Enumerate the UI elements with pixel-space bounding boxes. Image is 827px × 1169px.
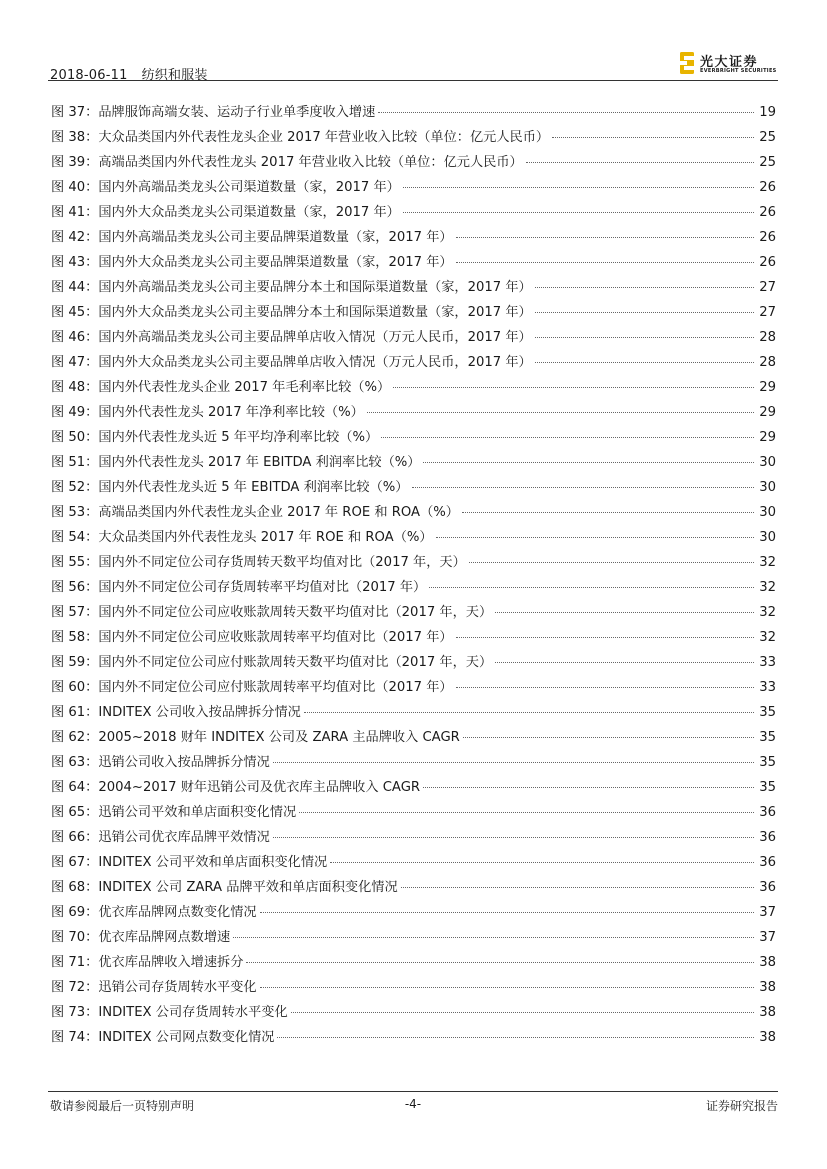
toc-entry[interactable] [51,876,776,901]
toc-leader-dots [273,837,754,838]
toc-entry[interactable] [51,201,776,226]
toc-entry[interactable] [51,551,776,576]
toc-entry[interactable] [51,526,776,551]
toc-entry-page: 30 [759,530,776,545]
toc-entry-page: 32 [759,580,776,595]
toc-entry-title: 图 59：国内外不同定位公司应付账款周转天数平均值对比（2017 年，天） [51,655,493,670]
toc-entry-page: 30 [759,505,776,520]
toc-entry-title: 图 37：品牌服饰高端女装、运动子行业单季度收入增速 [51,105,376,120]
toc-entry-page: 25 [759,130,776,145]
toc-entry-title: 图 66：迅销公司优衣库品牌平效情况 [51,830,270,845]
toc-leader-dots [423,787,754,788]
toc-entry-title: 图 67：INDITEX 公司平效和单店面积变化情况 [51,855,328,870]
toc-leader-dots [495,612,754,613]
toc-entry-title: 图 57：国内外不同定位公司应收账款周转天数平均值对比（2017 年，天） [51,605,493,620]
toc-leader-dots [469,562,754,563]
toc-entry-title: 图 72：迅销公司存货周转水平变化 [51,980,257,995]
toc-leader-dots [552,137,754,138]
toc-leader-dots [393,387,754,388]
toc-entry-page: 26 [759,255,776,270]
company-logo [680,52,778,78]
toc-leader-dots [260,987,754,988]
toc-entry-title: 图 47：国内外大众品类龙头公司主要品牌单店收入情况（万元人民币，2017 年） [51,355,532,370]
toc-entry-page: 36 [759,805,776,820]
toc-entry-title: 图 62：2005~2018 财年 INDITEX 公司及 ZARA 主品牌收入 CAGR [51,730,460,745]
toc-leader-dots [436,537,754,538]
toc-entry-page: 26 [759,205,776,220]
toc-entry-page: 38 [759,1030,776,1045]
toc-entry-page: 38 [759,1005,776,1020]
header-date: 2018-06-11 [50,68,128,83]
toc-leader-dots [330,862,754,863]
toc-entry-title: 图 52：国内外代表性龙头近 5 年 EBITDA 利润率比较（%） [51,480,409,495]
toc-leader-dots [260,912,754,913]
footer-disclaimer: 敬请参阅最后一页特别声明 [50,1099,195,1113]
toc-entry-page: 19 [759,105,776,120]
toc-entry-page: 37 [759,930,776,945]
toc-entry[interactable] [51,801,776,826]
toc-entry-title: 图 71：优衣库品牌收入增速拆分 [51,955,244,970]
toc-entry-page: 37 [759,905,776,920]
toc-entry-page: 33 [759,655,776,670]
toc-entry[interactable] [51,751,776,776]
toc-entry-title: 图 49：国内外代表性龙头 2017 年净利率比较（%） [51,405,364,420]
toc-entry[interactable] [51,151,776,176]
toc-leader-dots [378,112,754,113]
toc-entry[interactable] [51,1026,776,1051]
toc-entry-title: 图 74：INDITEX 公司网点数变化情况 [51,1030,275,1045]
toc-entry-page: 32 [759,630,776,645]
toc-entry-title: 图 45：国内外大众品类龙头公司主要品牌分本土和国际渠道数量（家，2017 年） [51,305,532,320]
toc-entry[interactable] [51,776,776,801]
toc-entry-page: 38 [759,980,776,995]
toc-entry-page: 27 [759,305,776,320]
toc-leader-dots [246,962,754,963]
toc-entry[interactable] [51,826,776,851]
logo-name-en: EVERBRIGHT SECURITIES [700,68,777,74]
toc-entry[interactable] [51,126,776,151]
logo-mark-icon [680,52,694,74]
toc-entry-title: 图 44：国内外高端品类龙头公司主要品牌分本土和国际渠道数量（家，2017 年） [51,280,532,295]
toc-entry[interactable] [51,651,776,676]
toc-entry-title: 图 53：高端品类国内外代表性龙头企业 2017 年 ROE 和 ROA（%） [51,505,459,520]
toc-leader-dots [456,687,754,688]
table-of-figures [51,101,776,1051]
toc-leader-dots [463,737,754,738]
toc-entry-title: 图 56：国内外不同定位公司存货周转率平均值对比（2017 年） [51,580,427,595]
toc-leader-dots [526,162,754,163]
toc-entry[interactable] [51,1001,776,1026]
toc-leader-dots [535,337,754,338]
toc-leader-dots [291,1012,754,1013]
toc-leader-dots [299,812,754,813]
toc-entry[interactable] [51,301,776,326]
toc-entry-title: 图 64：2004~2017 财年迅销公司及优衣库主品牌收入 CAGR [51,780,421,795]
toc-entry[interactable] [51,901,776,926]
toc-entry[interactable] [51,676,776,701]
toc-leader-dots [429,587,754,588]
toc-leader-dots [456,237,754,238]
toc-entry-title: 图 69：优衣库品牌网点数变化情况 [51,905,257,920]
toc-entry[interactable] [51,276,776,301]
toc-leader-dots [535,312,754,313]
toc-entry-page: 35 [759,780,776,795]
toc-entry-page: 26 [759,180,776,195]
toc-entry-page: 28 [759,330,776,345]
toc-entry-title: 图 60：国内外不同定位公司应付账款周转率平均值对比（2017 年） [51,680,453,695]
toc-entry-page: 26 [759,230,776,245]
toc-entry[interactable] [51,476,776,501]
toc-entry[interactable] [51,576,776,601]
toc-entry-title: 图 51：国内外代表性龙头 2017 年 EBITDA 利润率比较（%） [51,455,421,470]
page-footer [48,1097,778,1115]
toc-leader-dots [381,437,754,438]
toc-leader-dots [412,487,755,488]
toc-leader-dots [367,412,754,413]
toc-entry[interactable] [51,926,776,951]
toc-entry-title: 图 55：国内外不同定位公司存货周转天数平均值对比（2017 年，天） [51,555,466,570]
toc-leader-dots [304,712,754,713]
toc-entry-title: 图 50：国内外代表性龙头近 5 年平均净利率比较（%） [51,430,379,445]
toc-entry[interactable] [51,451,776,476]
toc-entry-title: 图 46：国内外高端品类龙头公司主要品牌单店收入情况（万元人民币，2017 年） [51,330,532,345]
toc-entry[interactable] [51,601,776,626]
toc-leader-dots [273,762,754,763]
footer-doc-type: 证券研究报告 [705,1099,778,1113]
toc-entry-title: 图 42：国内外高端品类龙头公司主要品牌渠道数量（家，2017 年） [51,230,453,245]
toc-entry[interactable] [51,226,776,251]
toc-entry-title: 图 38：大众品类国内外代表性龙头企业 2017 年营业收入比较（单位：亿元人民币） [51,130,550,145]
toc-entry-title: 图 63：迅销公司收入按品牌拆分情况 [51,755,270,770]
toc-leader-dots [535,362,754,363]
toc-entry-page: 30 [759,480,776,495]
toc-leader-dots [495,662,754,663]
toc-entry-title: 图 41：国内外大众品类龙头公司渠道数量（家，2017 年） [51,205,400,220]
toc-leader-dots [462,512,754,513]
toc-entry[interactable] [51,101,776,126]
toc-leader-dots [423,462,754,463]
toc-leader-dots [401,887,754,888]
toc-leader-dots [456,637,754,638]
toc-entry-page: 35 [759,755,776,770]
toc-entry-page: 35 [759,730,776,745]
toc-leader-dots [277,1037,754,1038]
toc-leader-dots [233,937,754,938]
toc-entry[interactable] [51,701,776,726]
logo-name-cn: 光大证券 [700,55,759,70]
toc-entry-title: 图 54：大众品类国内外代表性龙头 2017 年 ROE 和 ROA（%） [51,530,433,545]
toc-entry-title: 图 48：国内外代表性龙头企业 2017 年毛利率比较（%） [51,380,391,395]
toc-entry[interactable] [51,176,776,201]
toc-entry-page: 25 [759,155,776,170]
toc-entry[interactable] [51,501,776,526]
toc-entry[interactable] [51,426,776,451]
toc-entry-page: 36 [759,880,776,895]
toc-entry-title: 图 68：INDITEX 公司 ZARA 品牌平效和单店面积变化情况 [51,880,398,895]
toc-entry[interactable] [51,976,776,1001]
toc-entry[interactable] [51,376,776,401]
toc-entry-title: 图 73：INDITEX 公司存货周转水平变化 [51,1005,288,1020]
toc-entry-page: 32 [759,605,776,620]
toc-entry-title: 图 40：国内外高端品类龙头公司渠道数量（家，2017 年） [51,180,400,195]
toc-entry-title: 图 39：高端品类国内外代表性龙头 2017 年营业收入比较（单位：亿元人民币） [51,155,523,170]
toc-leader-dots [535,287,754,288]
footer-page-number: -4- [404,1097,422,1111]
toc-entry-page: 32 [759,555,776,570]
toc-entry[interactable] [51,726,776,751]
toc-leader-dots [403,187,754,188]
toc-entry-page: 38 [759,955,776,970]
toc-entry-title: 图 61：INDITEX 公司收入按品牌拆分情况 [51,705,301,720]
toc-entry[interactable] [51,251,776,276]
toc-entry-title: 图 58：国内外不同定位公司应收账款周转率平均值对比（2017 年） [51,630,453,645]
toc-entry-page: 29 [759,430,776,445]
toc-entry[interactable] [51,326,776,351]
toc-entry-page: 29 [759,380,776,395]
toc-entry-page: 36 [759,855,776,870]
toc-leader-dots [456,262,754,263]
toc-entry-title: 图 70：优衣库品牌网点数增速 [51,930,231,945]
toc-entry[interactable] [51,851,776,876]
toc-entry[interactable] [51,951,776,976]
toc-entry[interactable] [51,401,776,426]
toc-entry-page: 28 [759,355,776,370]
toc-entry-page: 27 [759,280,776,295]
header-category: 纺织和服装 [141,68,208,83]
toc-entry[interactable] [51,626,776,651]
toc-entry-page: 33 [759,680,776,695]
toc-entry-page: 36 [759,830,776,845]
toc-entry-title: 图 65：迅销公司平效和单店面积变化情况 [51,805,297,820]
page-header [48,52,778,83]
toc-entry-page: 30 [759,455,776,470]
header-divider [48,80,778,81]
footer-divider [48,1091,778,1092]
toc-entry-page: 29 [759,405,776,420]
toc-entry-title: 图 43：国内外大众品类龙头公司主要品牌渠道数量（家，2017 年） [51,255,453,270]
toc-entry[interactable] [51,351,776,376]
toc-entry-page: 35 [759,705,776,720]
toc-leader-dots [403,212,754,213]
